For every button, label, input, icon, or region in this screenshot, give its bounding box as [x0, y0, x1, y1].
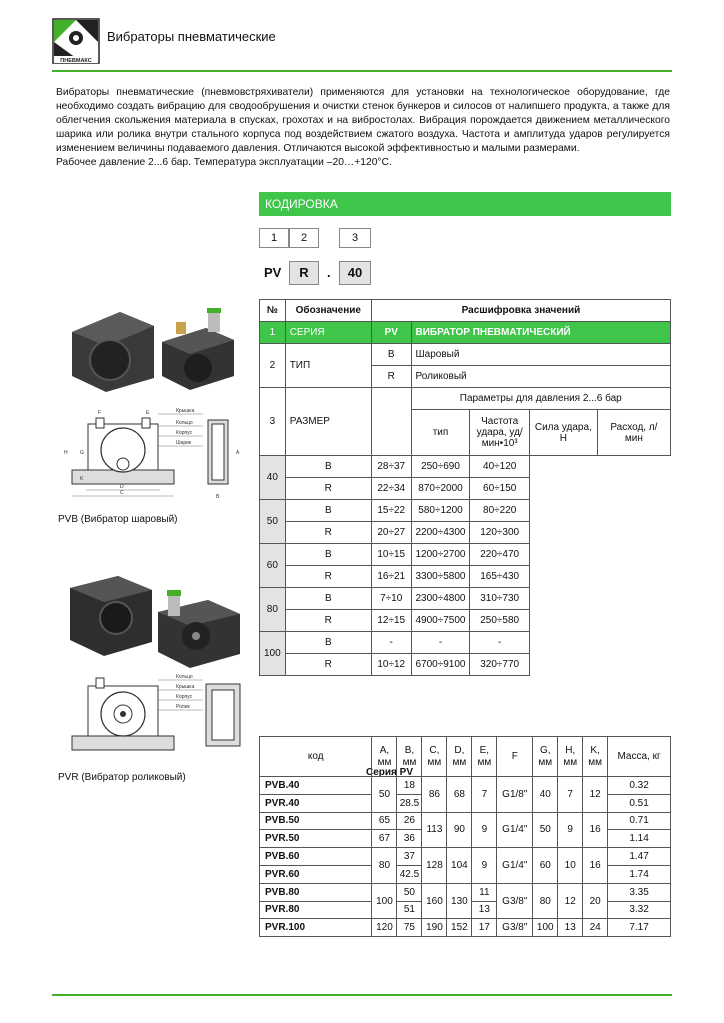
header-part: A, — [379, 744, 390, 756]
dimension-value: 68 — [447, 777, 472, 813]
dimension-value: 50 — [533, 812, 558, 848]
dim-col-k — [583, 737, 608, 777]
type-code-b: B — [371, 344, 411, 366]
size-frequency: 16÷21 — [371, 566, 411, 588]
code-separator: . — [327, 265, 331, 280]
dimension-value: 65 — [372, 812, 397, 830]
dimension-value: G1/4" — [497, 812, 533, 848]
dimensions-table — [259, 736, 671, 937]
dimension-value: 86 — [422, 777, 447, 813]
col-type: тип — [411, 410, 470, 456]
dimension-value: 16 — [583, 812, 608, 848]
series-code: PV — [371, 322, 411, 344]
size-type: B — [285, 500, 371, 522]
code-type-box: R — [289, 261, 319, 285]
size-flow: 220÷470 — [470, 544, 529, 566]
size-blank — [371, 388, 411, 456]
dimension-value: 16 — [583, 848, 608, 884]
size-force: 4900÷7500 — [411, 610, 470, 632]
size-force: 1200÷2700 — [411, 544, 470, 566]
size-no: 3 — [260, 388, 286, 456]
dimension-value: 67 — [372, 830, 397, 848]
dim-col-e — [472, 737, 497, 777]
decode-header-row — [260, 300, 671, 322]
size-code: 60 — [260, 544, 286, 588]
size-type: R — [285, 654, 371, 676]
pvb-dim-c: C — [120, 490, 124, 496]
table-row — [260, 919, 671, 937]
dimension-value: 100 — [533, 919, 558, 937]
product-code: PVR.80 — [260, 901, 372, 919]
dimension-value: 0.32 — [608, 777, 671, 795]
header-part: мм — [477, 756, 492, 768]
dimension-value: 1.14 — [608, 830, 671, 848]
dimension-value: 42.5 — [397, 865, 422, 883]
dim-col-h — [558, 737, 583, 777]
dimension-value: 1.74 — [608, 865, 671, 883]
size-frequency: - — [371, 632, 411, 654]
pvb-label-cover: Крышка — [176, 408, 195, 414]
pvb-drawing — [58, 400, 248, 510]
size-frequency: 12÷15 — [371, 610, 411, 632]
title-line-2: Серия PV — [366, 767, 413, 778]
size-flow: 60÷150 — [470, 478, 529, 500]
size-type: B — [285, 456, 371, 478]
size-code: 50 — [260, 500, 286, 544]
dimension-value: 130 — [447, 883, 472, 919]
table-row — [260, 812, 671, 830]
size-row — [260, 566, 671, 588]
code-position-3: 3 — [339, 228, 371, 248]
dimension-value: 37 — [397, 848, 422, 866]
size-flow: - — [470, 632, 529, 654]
size-flow: 310÷730 — [470, 588, 529, 610]
dim-col-d — [447, 737, 472, 777]
pvr-label-roller: Ролик — [176, 704, 190, 710]
dimension-value: 1.47 — [608, 848, 671, 866]
pvb-dim-d: D — [120, 484, 124, 490]
dimension-value: 80 — [372, 848, 397, 884]
header-part: мм — [563, 756, 578, 768]
type-label-b: Шаровый — [411, 344, 671, 366]
size-flow: 120÷300 — [470, 522, 529, 544]
dimension-value: 0.71 — [608, 812, 671, 830]
size-name: РАЗМЕР — [285, 388, 371, 456]
dimension-value: 152 — [447, 919, 472, 937]
dimension-value: 3.32 — [608, 901, 671, 919]
size-force: 3300÷5800 — [411, 566, 470, 588]
size-row — [260, 654, 671, 676]
dimension-value: 10 — [558, 848, 583, 884]
pvr-caption: PVR (Вибратор роликовый) — [58, 772, 186, 783]
footer-divider — [52, 994, 672, 996]
dimension-value: 9 — [558, 812, 583, 848]
dimension-value: G1/8" — [497, 777, 533, 813]
pvr-label-cover: Крышка — [176, 684, 195, 690]
decode-table — [259, 299, 671, 676]
dimension-value: 26 — [397, 812, 422, 830]
size-frequency: 10÷12 — [371, 654, 411, 676]
product-code: PVR.50 — [260, 830, 372, 848]
dimension-value: 90 — [447, 812, 472, 848]
type-code-r: R — [371, 366, 411, 388]
size-flow: 320÷770 — [470, 654, 529, 676]
dim-col-g — [533, 737, 558, 777]
dimension-value: 113 — [422, 812, 447, 848]
code-position-1: 1 — [259, 228, 289, 248]
dimension-value: 36 — [397, 830, 422, 848]
pvb-caption: PVB (Вибратор шаровый) — [58, 514, 178, 525]
size-code: 100 — [260, 632, 286, 676]
dimension-value: 100 — [372, 883, 397, 919]
size-type: R — [285, 522, 371, 544]
size-params-title-row — [260, 388, 671, 410]
header-part: E, — [479, 744, 490, 756]
table-row — [260, 883, 671, 901]
size-type: R — [285, 610, 371, 632]
dimension-value: 190 — [422, 919, 447, 937]
dimension-value: 7.17 — [608, 919, 671, 937]
size-row — [260, 544, 671, 566]
size-row — [260, 500, 671, 522]
dimension-value: 3.35 — [608, 883, 671, 901]
pvb-dim-k: K — [80, 476, 84, 482]
dimension-value: 51 — [397, 901, 422, 919]
size-force: 6700÷9100 — [411, 654, 470, 676]
dimension-value: 50 — [372, 777, 397, 813]
dimension-value: 12 — [583, 777, 608, 813]
intro-text — [56, 86, 670, 170]
header-part: мм — [402, 756, 417, 768]
size-rows — [260, 456, 671, 676]
pvb-dim-e: E — [146, 410, 150, 416]
header-part: C, — [429, 744, 440, 756]
pvb-dim-h: H — [64, 450, 68, 456]
dimension-value: 11 — [472, 883, 497, 901]
size-row — [260, 588, 671, 610]
dimension-value: 18 — [397, 777, 422, 795]
code-position-2: 2 — [289, 228, 319, 248]
size-force: 870÷2000 — [411, 478, 470, 500]
size-force: 2200÷4300 — [411, 522, 470, 544]
dimension-value: 60 — [533, 848, 558, 884]
pvb-dim-g: G — [80, 450, 84, 456]
pvb-dim-f: F — [98, 410, 102, 416]
dimension-value: 9 — [472, 812, 497, 848]
size-frequency: 28÷37 — [371, 456, 411, 478]
product-code: PVB.60 — [260, 848, 372, 866]
header-part: B, — [404, 744, 415, 756]
intro-operating-conditions: Рабочее давление 2...6 бар. Температура эксплуатации –20…+120°С. — [56, 157, 392, 168]
size-row — [260, 478, 671, 500]
dimension-value: 9 — [472, 848, 497, 884]
pvb-dim-a: A — [236, 450, 240, 456]
dimension-value: 24 — [583, 919, 608, 937]
pvr-label-ring: Кольцо — [176, 674, 193, 680]
dimension-value: 12 — [558, 883, 583, 919]
product-code: PVR.40 — [260, 794, 372, 812]
product-code: PVR.100 — [260, 919, 372, 937]
size-code: 40 — [260, 456, 286, 500]
type-row-b — [260, 344, 671, 366]
col-force: Сила удара, Н — [529, 410, 597, 456]
dimension-value: 128 — [422, 848, 447, 884]
header-part: G, — [539, 744, 551, 756]
pvb-photo — [58, 302, 248, 392]
table-row — [260, 848, 671, 866]
header-part: H, — [565, 744, 576, 756]
series-row — [260, 322, 671, 344]
dim-col-mass: Масса, кг — [608, 737, 671, 777]
pvb-label-ring: Кольцо — [176, 420, 193, 426]
intro-paragraph: Вибраторы пневматические (пневмовстряхиватели) применяются для установки на технологическое оборудование, где необходимо создать вибрацию для сводообрушения и очистки стенок бункеров и силосов от налипшего продукта, а также для облегчения скольжения материала в спусках, грохотах и на вибростолах. Вибрация порождается движением металлического шарика или ролика внутри стального корпуса под воздействием сжатого воздуха. Частота и амплитуда ударов регулируется изменением величины подаваемого давления. Отличаются высокой эффективностью и малыми размерами. — [56, 87, 670, 154]
code-prefix: PV — [264, 265, 282, 280]
size-frequency: 10÷15 — [371, 544, 411, 566]
pvr-drawing — [58, 672, 248, 768]
product-code: PVB.50 — [260, 812, 372, 830]
dimension-value: 40 — [533, 777, 558, 813]
dimension-value: 7 — [558, 777, 583, 813]
pnevmax-logo — [52, 18, 100, 64]
size-frequency: 15÷22 — [371, 500, 411, 522]
dimension-value: 75 — [397, 919, 422, 937]
dimension-value: G3/8" — [497, 883, 533, 919]
size-row — [260, 610, 671, 632]
size-force: 580÷1200 — [411, 500, 470, 522]
pvr-label-body: Корпус — [176, 694, 193, 700]
header-part: мм — [377, 756, 392, 768]
table-row — [260, 777, 671, 795]
size-flow: 40÷120 — [470, 456, 529, 478]
code-size-box: 40 — [339, 261, 371, 285]
pvb-dim-b: B — [216, 494, 220, 500]
dimension-value: 80 — [533, 883, 558, 919]
header-divider — [52, 70, 672, 72]
size-type: R — [285, 478, 371, 500]
header-part: K, — [590, 744, 600, 756]
dimension-value: 50 — [397, 883, 422, 901]
dimension-value: G1/4" — [497, 848, 533, 884]
product-code: PVB.40 — [260, 777, 372, 795]
dimension-value: G3/8" — [497, 919, 533, 937]
size-frequency: 20÷27 — [371, 522, 411, 544]
series-no: 1 — [260, 322, 286, 344]
col-frequency: Частота удара, уд/мин•10³ — [470, 410, 529, 456]
series-value: ВИБРАТОР ПНЕВМАТИЧЕСКИЙ — [411, 322, 671, 344]
title-line-1: Вибраторы пневматические — [107, 29, 276, 44]
header-part: мм — [538, 756, 553, 768]
type-label-r: Роликовый — [411, 366, 671, 388]
pvr-photo — [58, 572, 248, 672]
size-frequency: 7÷10 — [371, 588, 411, 610]
size-code: 80 — [260, 588, 286, 632]
dimension-value: 160 — [422, 883, 447, 919]
type-name: ТИП — [285, 344, 371, 388]
size-force: - — [411, 632, 470, 654]
series-name: СЕРИЯ — [285, 322, 371, 344]
size-row — [260, 632, 671, 654]
dimension-value: 7 — [472, 777, 497, 813]
size-type: B — [285, 544, 371, 566]
header-part: мм — [588, 756, 603, 768]
dimension-value: 120 — [372, 919, 397, 937]
size-row — [260, 456, 671, 478]
params-title: Параметры для давления 2...6 бар — [411, 388, 671, 410]
size-flow: 250÷580 — [470, 610, 529, 632]
header-part: мм — [452, 756, 467, 768]
logo-text: ПНЕВМАКС — [60, 58, 92, 64]
header-part: D, — [454, 744, 465, 756]
dim-col-b — [397, 737, 422, 777]
col-flow: Расход, л/мин — [597, 410, 670, 456]
coding-section-title: КОДИРОВКА — [259, 192, 671, 216]
dim-col-a — [372, 737, 397, 777]
col-no: № — [260, 300, 286, 322]
dimension-value: 13 — [472, 901, 497, 919]
dimension-value: 13 — [558, 919, 583, 937]
dimension-value: 17 — [472, 919, 497, 937]
header-part: мм — [427, 756, 442, 768]
dim-col-f: F — [497, 737, 533, 777]
size-type: R — [285, 566, 371, 588]
pvb-label-ball: Шарик — [176, 440, 192, 446]
col-designation: Обозначение — [285, 300, 371, 322]
size-type: B — [285, 588, 371, 610]
product-code: PVR.60 — [260, 865, 372, 883]
size-flow: 80÷220 — [470, 500, 529, 522]
dim-col-c — [422, 737, 447, 777]
dimension-value: 0.51 — [608, 794, 671, 812]
type-no: 2 — [260, 344, 286, 388]
dim-header-row — [260, 737, 671, 777]
dimension-value: 20 — [583, 883, 608, 919]
product-code: PVB.80 — [260, 883, 372, 901]
size-flow: 165÷430 — [470, 566, 529, 588]
size-row — [260, 522, 671, 544]
size-type: B — [285, 632, 371, 654]
dimension-value: 28.5 — [397, 794, 422, 812]
dim-col-code: код — [260, 737, 372, 777]
dimension-value: 104 — [447, 848, 472, 884]
pvb-label-body: Корпус — [176, 430, 193, 436]
size-force: 2300÷4800 — [411, 588, 470, 610]
size-force: 250÷690 — [411, 456, 470, 478]
size-frequency: 22÷34 — [371, 478, 411, 500]
col-decoding: Расшифровка значений — [371, 300, 670, 322]
